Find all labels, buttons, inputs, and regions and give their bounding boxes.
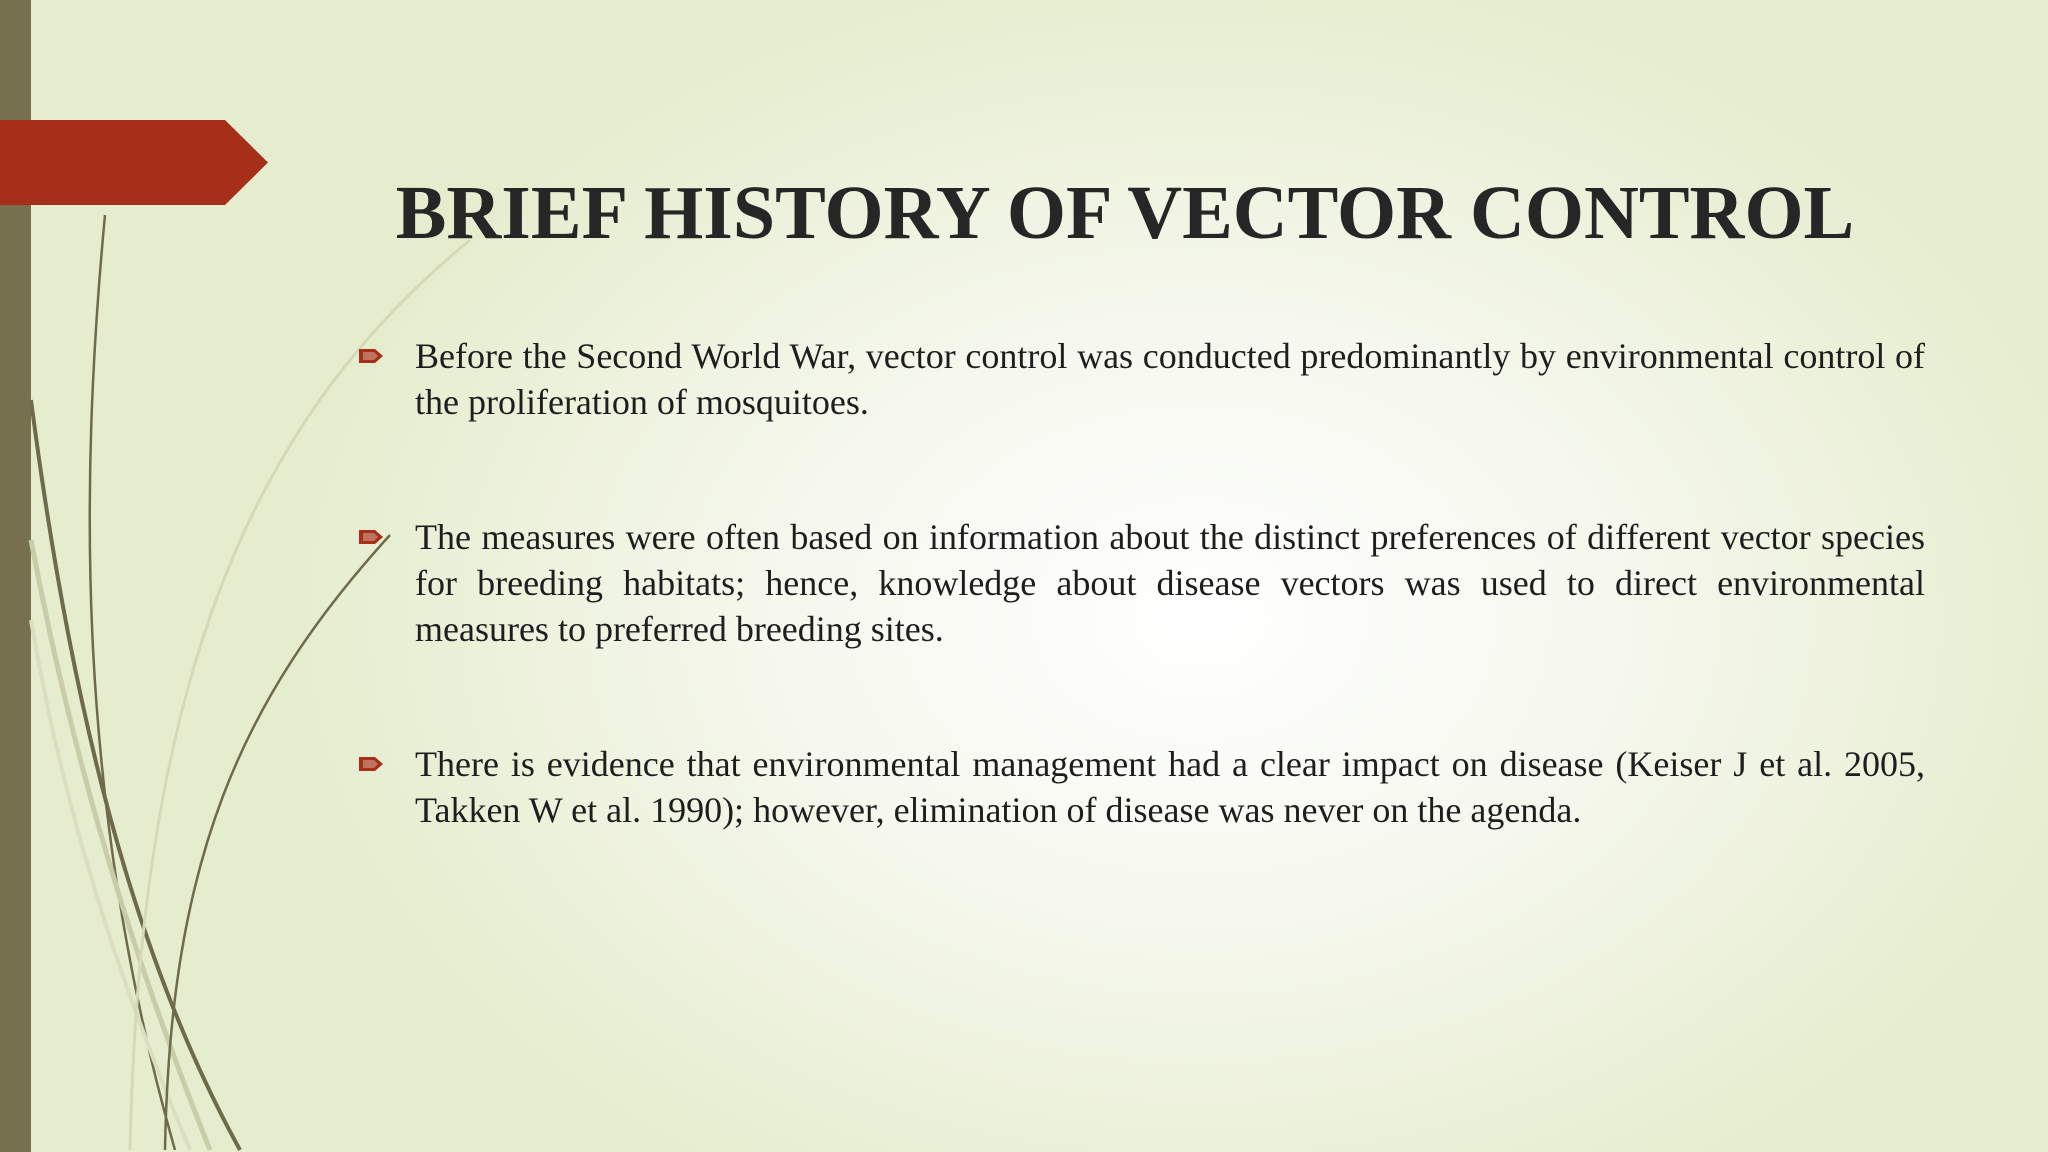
bullet-item: [355, 333, 1925, 425]
arrow-bullet-icon: [359, 527, 387, 547]
accent-tab: [0, 120, 268, 205]
bullet-text: The measures were often based on information about the distinct preferences of different vector species for breeding habitats; hence, knowledge about disease vectors was used to direct environmental measures to preferred breeding sites.: [415, 517, 1925, 649]
bullet-text: There is evidence that environmental management had a clear impact on disease (Keiser J et al. 2005, Takken W et al. 1990); however, elimination of disease was never on the agenda.: [415, 744, 1925, 830]
bullet-item: [355, 514, 1925, 652]
bullet-item: [355, 741, 1925, 833]
bullet-list: [355, 333, 1925, 833]
slide-title: BRIEF HISTORY OF VECTOR CONTROL: [395, 171, 1855, 255]
bullet-text: Before the Second World War, vector control was conducted predominantly by environmental control of the proliferation of mosquitoes.: [415, 336, 1925, 422]
arrow-bullet-icon: [359, 754, 387, 774]
arrow-bullet-icon: [359, 346, 387, 366]
